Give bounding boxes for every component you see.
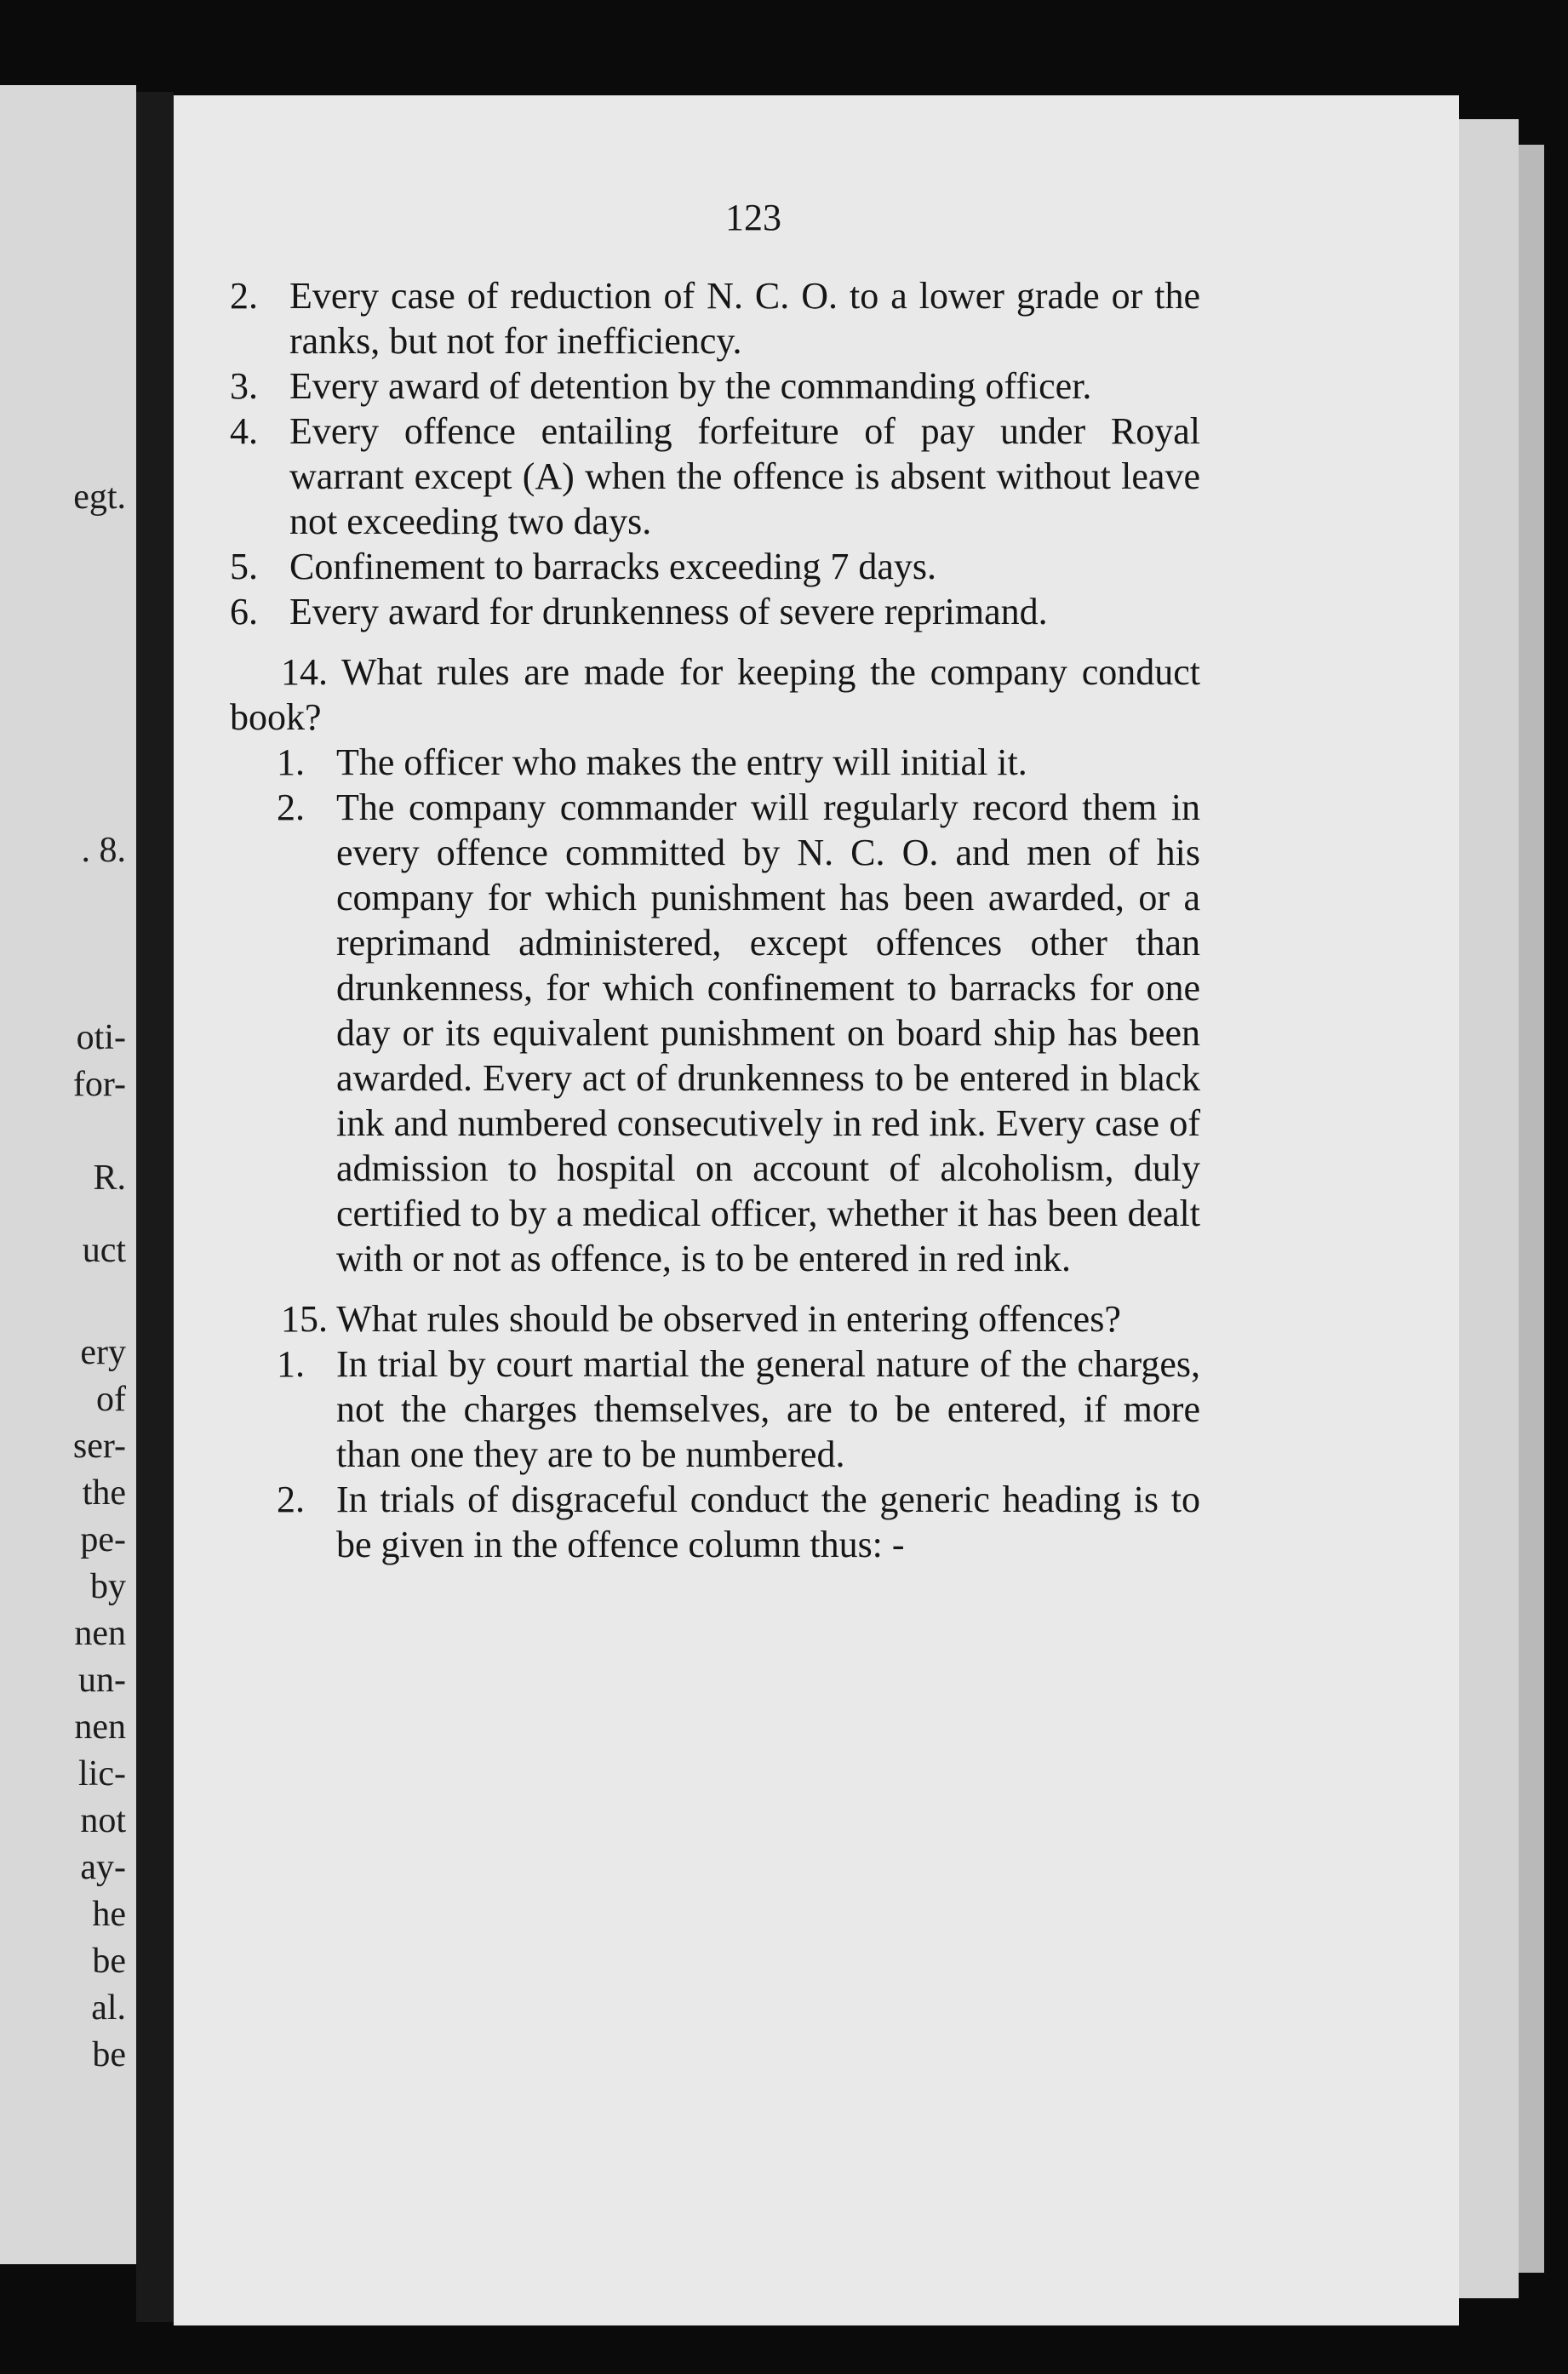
item-text: The officer who makes the entry will initial it. bbox=[336, 741, 1027, 783]
item-number: 5. bbox=[230, 546, 258, 587]
item-text: Every case of reduction of N. C. O. to a lower grade or the ranks, but not for inefficiency. bbox=[289, 275, 1200, 362]
item-number: 2. bbox=[230, 275, 258, 317]
list-item bbox=[277, 785, 1200, 1281]
margin-fragment: ser- bbox=[72, 1427, 126, 1466]
margin-fragment: oti- bbox=[76, 1018, 126, 1057]
margin-fragment: the bbox=[82, 1473, 126, 1513]
list-item bbox=[277, 1477, 1200, 1567]
list-item bbox=[230, 544, 1200, 589]
page-edge bbox=[1459, 119, 1519, 2298]
page-content bbox=[230, 196, 1200, 1567]
margin-fragment: pe- bbox=[80, 1520, 126, 1559]
item-number: 2. bbox=[277, 787, 305, 828]
page-number: 123 bbox=[725, 197, 781, 238]
item-text: Every award of detention by the commanding officer. bbox=[289, 365, 1092, 407]
answer-15-list bbox=[230, 1341, 1200, 1567]
margin-fragment: of bbox=[96, 1380, 126, 1419]
item-number: 3. bbox=[230, 365, 258, 407]
item-number: 1. bbox=[277, 1343, 305, 1385]
margin-fragment: lic- bbox=[78, 1754, 126, 1793]
margin-fragment: nen bbox=[74, 1614, 126, 1653]
question-14: 14. What rules are made for keeping the company conduct book? bbox=[230, 651, 1200, 738]
margin-fragment: nen bbox=[74, 1708, 126, 1747]
question-15: 15. What rules should be observed in entering offences? bbox=[281, 1298, 1121, 1340]
margin-fragment: ery bbox=[80, 1333, 126, 1372]
item-number: 6. bbox=[230, 591, 258, 632]
margin-fragment: al. bbox=[91, 1988, 126, 2028]
margin-fragment: he bbox=[92, 1895, 126, 1934]
margin-fragment: . 8. bbox=[81, 831, 126, 870]
answer-14-list bbox=[230, 740, 1200, 1281]
page-edge-shadow bbox=[1519, 145, 1544, 2273]
margin-fragment: un- bbox=[78, 1661, 126, 1700]
list-item bbox=[277, 1341, 1200, 1477]
item-text: The company commander will regularly record them in every offence committed by N. C. O. and men of his company for which punishment has been awarded, or a reprimand administered, except offences other than drunkenness, for which confinement to barracks for one day or its equivalent punishment on board ship has been awarded. Every act of drunkenness to be entered in black ink and numbered consecutively in red ink. Every case of admission to hospital on account of alcoholism, duly certified to by a medical officer, whether it has been dealt with or not as offence, is to be entered in red ink. bbox=[336, 787, 1200, 1279]
margin-fragment: by bbox=[90, 1567, 126, 1606]
list-item bbox=[230, 273, 1200, 363]
margin-fragment: be bbox=[92, 1942, 126, 1981]
margin-fragment: be bbox=[92, 2035, 126, 2074]
item-text: In trial by court martial the general nature of the charges, not the charges themselves, are to be entered, if more than one they are to be numbered. bbox=[336, 1343, 1200, 1475]
list-item bbox=[230, 363, 1200, 409]
margin-fragment: not bbox=[80, 1801, 126, 1840]
margin-fragment: ay- bbox=[80, 1848, 126, 1887]
item-text: In trials of disgraceful conduct the generic heading is to be given in the offence column thus: - bbox=[336, 1479, 1200, 1565]
margin-fragment: uct bbox=[82, 1231, 126, 1270]
item-number: 1. bbox=[277, 741, 305, 783]
margin-fragment: for- bbox=[72, 1065, 126, 1104]
item-text: Confinement to barracks exceeding 7 days. bbox=[289, 546, 936, 587]
margin-fragment: egt. bbox=[73, 478, 126, 517]
item-text: Every offence entailing forfeiture of pay under Royal warrant except (A) when the offence is absent without leave not exceeding two days. bbox=[289, 410, 1200, 542]
list-item bbox=[230, 409, 1200, 544]
list-item bbox=[277, 740, 1200, 785]
list-item bbox=[230, 589, 1200, 634]
book-spine bbox=[136, 92, 174, 2322]
item-number: 2. bbox=[277, 1479, 305, 1520]
list-continuation bbox=[230, 273, 1200, 634]
margin-fragment: R. bbox=[93, 1158, 126, 1198]
item-text: Every award for drunkenness of severe reprimand. bbox=[289, 591, 1048, 632]
item-number: 4. bbox=[230, 410, 258, 452]
